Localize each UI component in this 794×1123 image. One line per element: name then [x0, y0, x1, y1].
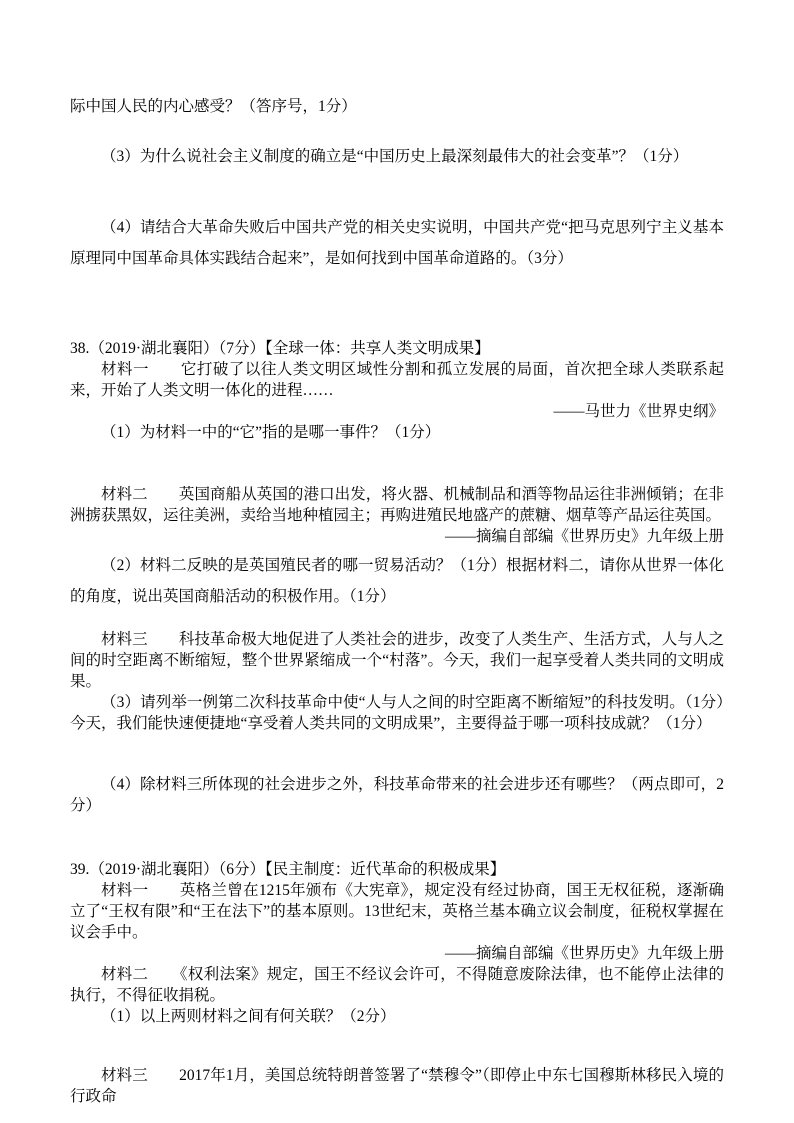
q38-material-3: 材料三 科技革命极大地促进了人类社会的进步，改变了人类生产、生活方式，人与人之间的时空距离不断缩短，整个世界紧缩成一个“村落”。今天，我们一起享受着人类共同的文明成果。	[70, 631, 724, 690]
q37-answer2-continuation-line: 际中国人民的内心感受？（答序号，1分）	[70, 98, 357, 115]
q37-subquestion-4: （4）请结合大革命失败后中国共产党的相关史实说明，中国共产党“把马克思列宁主义基本原理同中国革命具体实践结合起来”，是如何找到中国革命道路的。（3分）	[70, 219, 724, 267]
q38-material-2: 材料二 英国商船从英国的港口出发，将火器、机械制品和酒等物品运往非洲倾销；在非洲掳获黑奴，运往美洲，卖给当地种植园主；再购进殖民地盛产的蔗糖、烟草等产品运往英国。	[70, 486, 724, 524]
question-38-header: 38.（2019·湖北襄阳）（7分）【全球一体：共享人类文明成果】	[70, 340, 490, 357]
question-39-header: 39.（2019·湖北襄阳）（6分）【民主制度：近代革命的积极成果】	[70, 861, 506, 878]
q39-material-3: 材料三 2017年1月，美国总统特朗普签署了“禁穆令”（即停止中东七国穆斯林移民入境的行政命	[70, 1067, 724, 1105]
q39-material-1-source: ——摘编自部编《世界历史》九年级上册	[444, 945, 724, 962]
q39-material-2: 材料二 《权利法案》规定，国王不经议会许可，不得随意废除法律，也不能停止法律的执行，不得征收捐税。	[70, 966, 724, 1004]
q38-subquestion-1: （1）为材料一中的“它”指的是哪一事件？（1分）	[101, 424, 441, 441]
q39-subquestion-1: （1）以上两则材料之间有何关联？（2分）	[101, 1008, 396, 1025]
q38-material-2-source: ——摘编自部编《世界历史》九年级上册	[444, 528, 724, 545]
q38-material-1: 材料一 它打破了以往人类文明区域性分割和孤立发展的局面，首次把全球人类联系起来，开始了人类文明一体化的进程……	[70, 361, 724, 399]
q38-material-1-source: ——马世力《世界史纲》	[553, 403, 724, 420]
q38-subquestion-3: （3）请列举一例第二次科技革命中使“人与人之间的时空距离不断缩短”的科技发明。（1分）今天，我们能快速便捷地“享受着人类共同的文明成果”，主要得益于哪一项科技成就？（1分）	[70, 694, 724, 732]
q38-subquestion-4: （4）除材料三所体现的社会进步之外，科技革命带来的社会进步还有哪些？（两点即可，2分）	[70, 776, 724, 814]
q37-subquestion-3: （3）为什么说社会主义制度的确立是“中国历史上最深刻最伟大的社会变革”？（1分）	[101, 148, 689, 165]
q38-subquestion-2: （2）材料二反映的是英国殖民者的哪一贸易活动？（1分）根据材料二，请你从世界一体化的角度，说出英国商船活动的积极作用。（1分）	[70, 557, 724, 605]
q39-material-1: 材料一 英格兰曾在1215年颁布《大宪章》，规定没有经过协商，国王无权征税，逐渐确立了“王权有限”和“王在法下”的基本原则。13世纪末，英格兰基本确立议会制度，征税权掌握在议会手中。	[70, 882, 724, 941]
